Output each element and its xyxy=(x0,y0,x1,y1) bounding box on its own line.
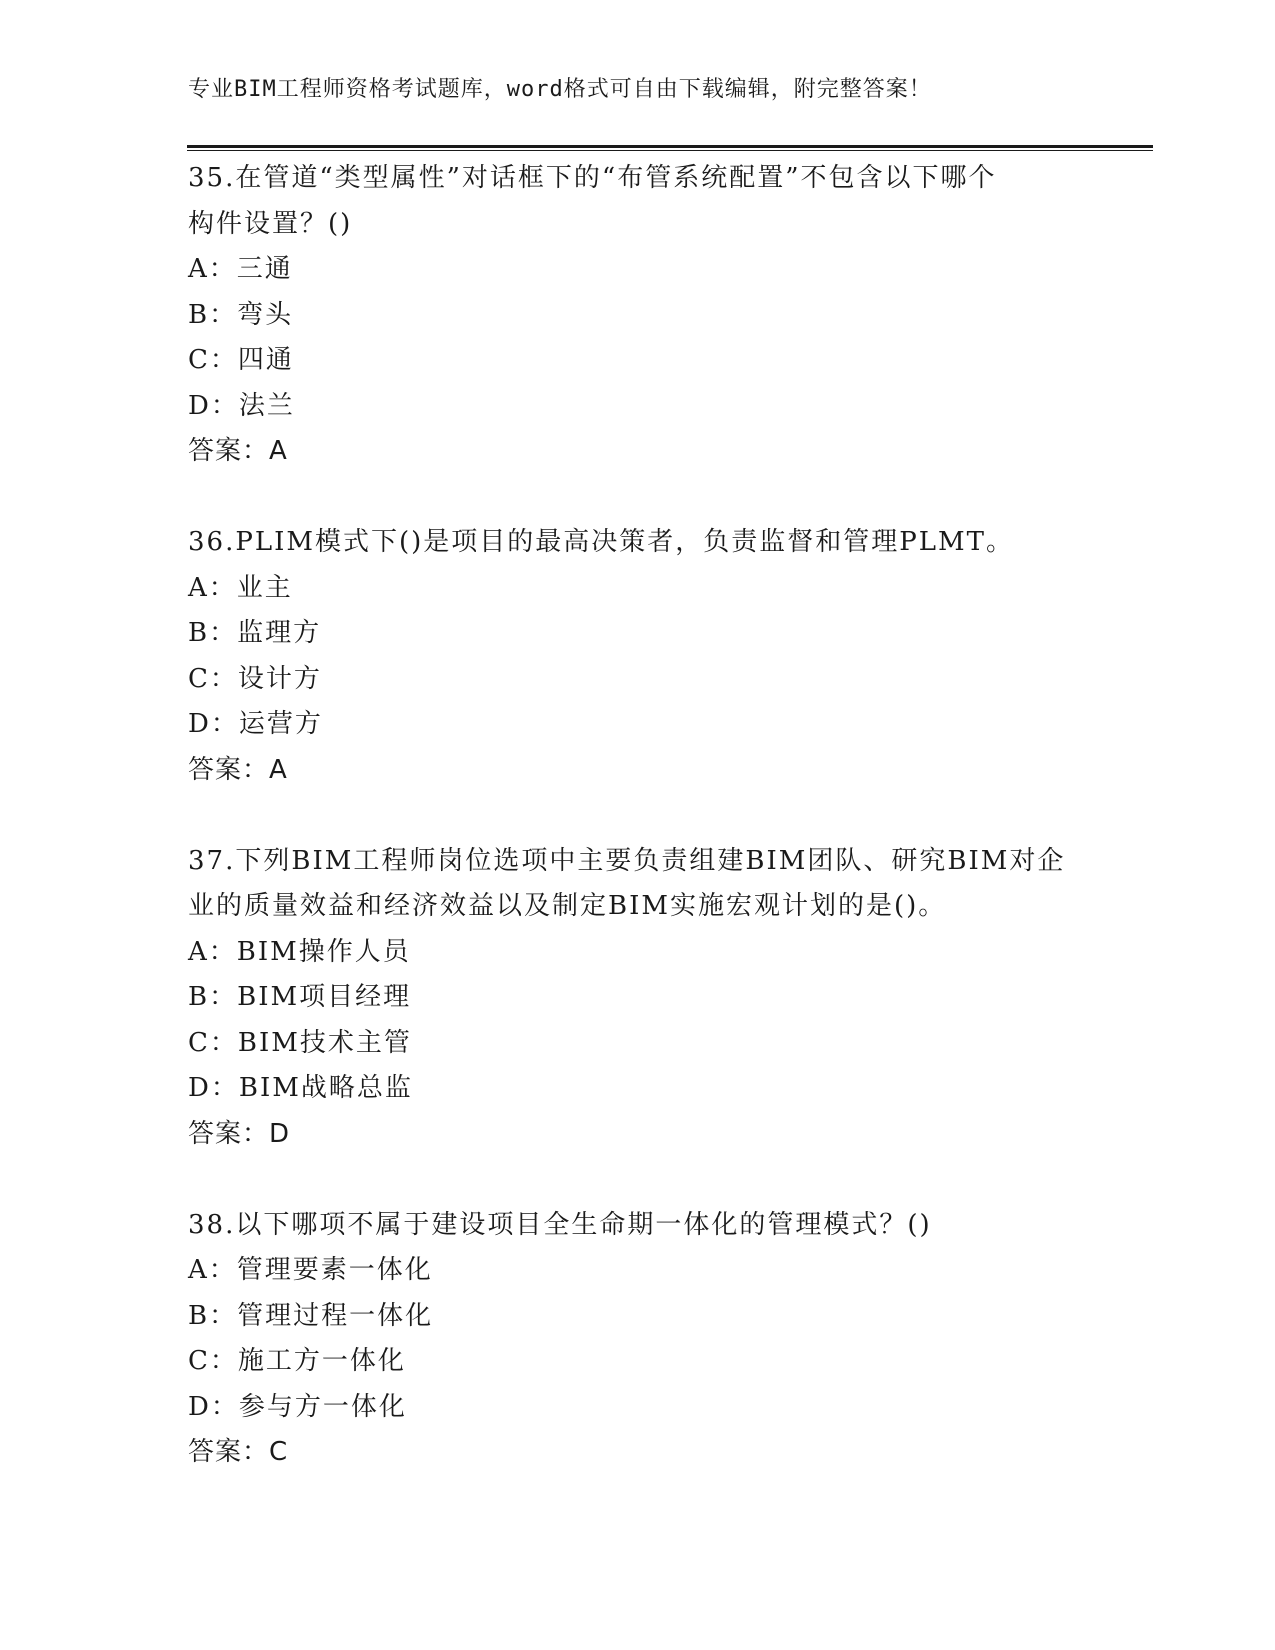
option-d: D：参与方一体化 xyxy=(188,1391,407,1422)
option-b: B：弯头 xyxy=(188,299,294,330)
question-stem: 业的质量效益和经济效益以及制定BIM实施宏观计划的是()。 xyxy=(188,891,947,921)
option-b: B：BIM项目经理 xyxy=(188,982,412,1012)
option-c: C：四通 xyxy=(188,345,294,375)
page-header: 专业BIM工程师资格考试题库，word格式可自由下载编辑，附完整答案！ xyxy=(188,77,932,102)
question-38 xyxy=(188,1203,1088,1476)
question-gap xyxy=(188,793,1088,839)
option-a: A：BIM操作人员 xyxy=(188,936,411,967)
option-a: A：管理要素一体化 xyxy=(188,1255,433,1285)
question-stem: 38.以下哪项不属于建设项目全生命期一体化的管理模式？() xyxy=(188,1209,932,1240)
answer-line: 答案：C xyxy=(188,1437,289,1467)
option-a: A：三通 xyxy=(188,254,293,284)
question-list xyxy=(188,156,1088,1476)
question-stem: 构件设置？() xyxy=(188,208,353,239)
question-35 xyxy=(188,156,1088,475)
option-c: C：BIM技术主管 xyxy=(188,1027,412,1058)
answer-line: 答案：A xyxy=(188,754,288,785)
question-stem: 35.在管道“类型属性”对话框下的“布管系统配置”不包含以下哪个 xyxy=(188,163,997,193)
header-divider-thick xyxy=(187,145,1153,148)
question-36 xyxy=(188,520,1088,793)
answer-line: 答案：A xyxy=(188,436,288,466)
question-stem: 37.下列BIM工程师岗位选项中主要负责组建BIM团队、研究BIM对企 xyxy=(188,845,1066,876)
question-37 xyxy=(188,839,1088,1158)
answer-line: 答案：D xyxy=(188,1118,291,1149)
option-b: B：管理过程一体化 xyxy=(188,1300,434,1331)
option-b: B：监理方 xyxy=(188,618,322,648)
header-divider-thin xyxy=(187,150,1153,151)
question-stem: 36.PLIM模式下()是项目的最高决策者，负责监督和管理PLMT。 xyxy=(188,527,1015,557)
option-d: D：法兰 xyxy=(188,390,295,421)
option-c: C：设计方 xyxy=(188,663,322,694)
question-gap xyxy=(188,475,1088,521)
option-d: D：运营方 xyxy=(188,709,323,739)
option-d: D：BIM战略总监 xyxy=(188,1073,413,1103)
option-a: A：业主 xyxy=(188,572,293,603)
option-c: C：施工方一体化 xyxy=(188,1346,406,1376)
question-gap xyxy=(188,1157,1088,1203)
